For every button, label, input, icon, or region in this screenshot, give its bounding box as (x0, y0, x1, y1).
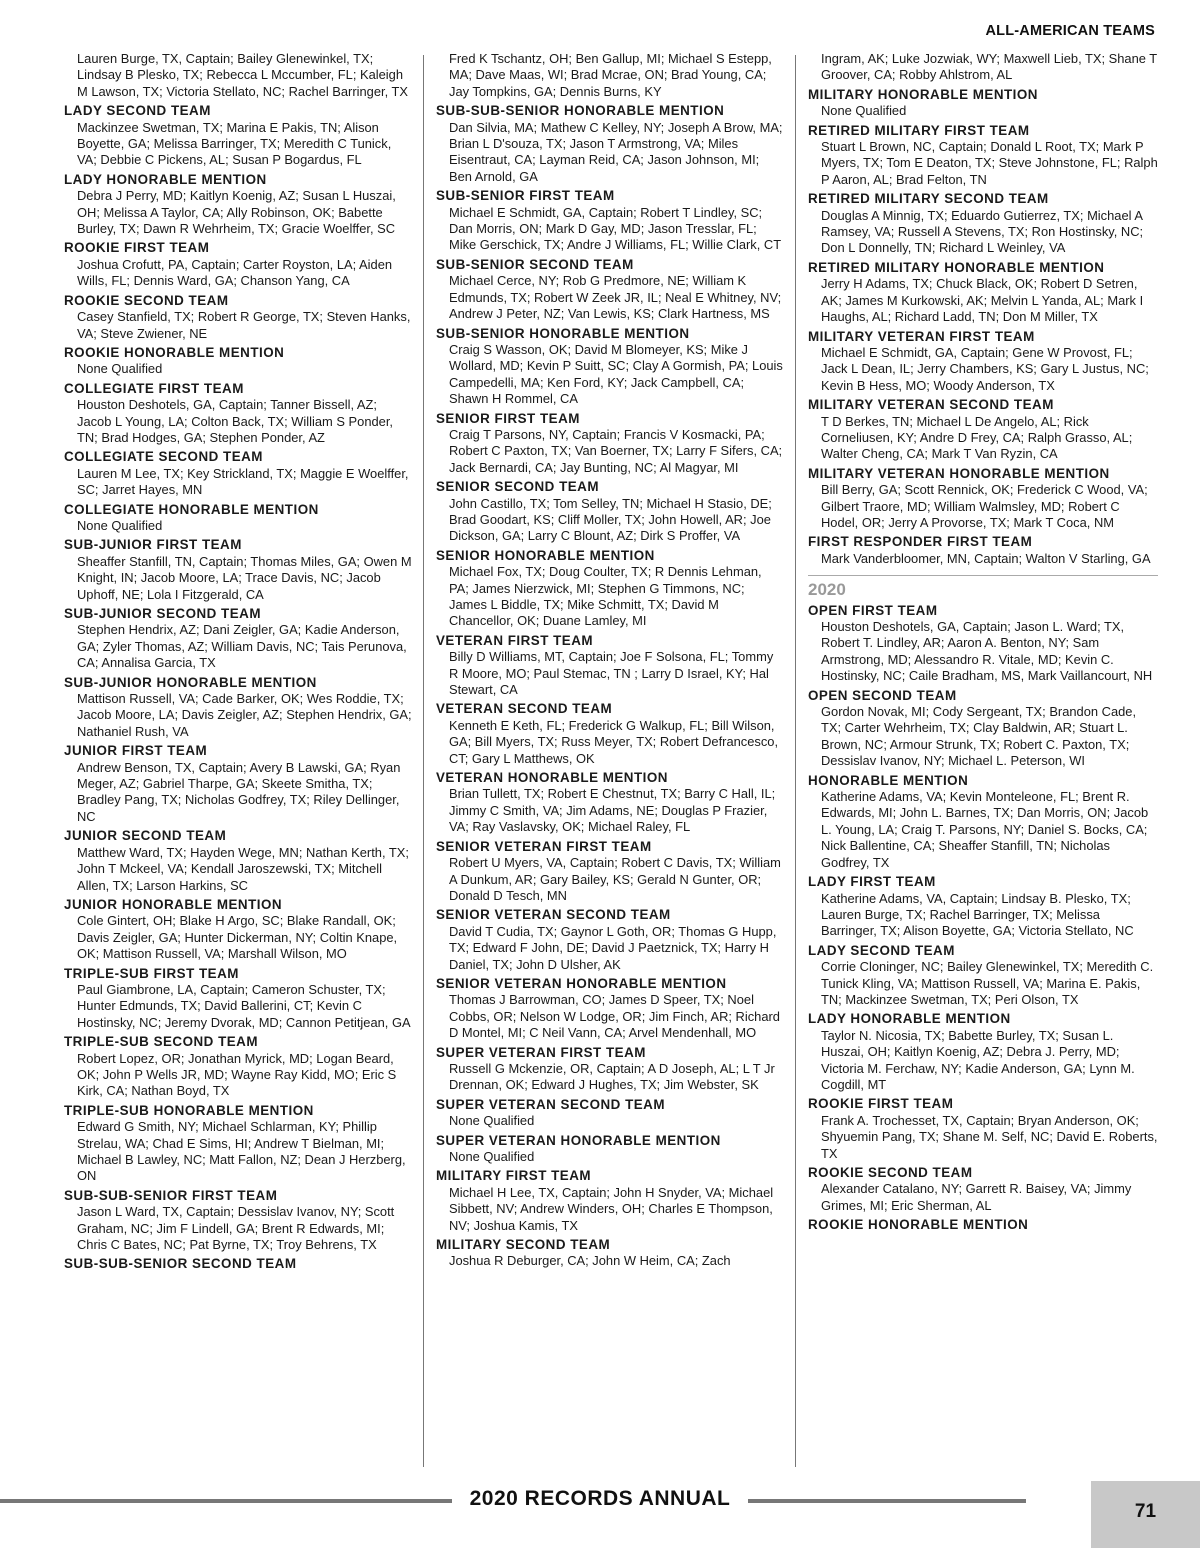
column-divider (795, 55, 796, 1467)
team-section (436, 633, 784, 699)
team-section (808, 397, 1158, 463)
team-members: Jason L Ward, TX, Captain; Dessislav Ivanov, NY; Scott Graham, NC; Jim F Lindell, GA; Brent R Edwards, MI; Chris C Bates, NC; Pat Byrne, TX; Troy Behrens, TX (77, 1204, 395, 1253)
team-section (808, 1011, 1158, 1093)
team-heading: SUPER VETERAN SECOND TEAM (436, 1096, 666, 1112)
team-section (64, 502, 412, 535)
team-section (64, 1188, 412, 1254)
team-heading: SENIOR VETERAN SECOND TEAM (436, 907, 671, 923)
team-section (808, 943, 1158, 1009)
team-members: Lauren Burge, TX, Captain; Bailey Glenewinkel, TX; Lindsay B Plesko, TX; Rebecca L Mccumber, FL; Kaleigh M Lawson, TX; Victoria Stellato, NC; Rachel Barringer, TX (77, 51, 409, 99)
team-members: None Qualified (77, 517, 163, 533)
team-heading: MILITARY VETERAN SECOND TEAM (808, 397, 1054, 413)
team-section (64, 828, 412, 894)
team-members: Craig T Parsons, NY, Captain; Francis V Kosmacki, PA; Robert C Paxton, TX; Van Boerner, TX; Larry F Sifers, CA; Jack Bernardi, CA; Jay Bunting, NC; Al Magyar, MI (449, 426, 783, 475)
team-members: None Qualified (821, 103, 907, 119)
team-heading: SUB-JUNIOR FIRST TEAM (64, 537, 242, 553)
team-members: Robert U Myers, VA, Captain; Robert C Davis, TX; William A Dunkum, AR; Gary Bailey, KS; Gerald N Gunter, OR; Donald D Tesch, MN (449, 855, 781, 903)
team-heading: SUB-SENIOR HONORABLE MENTION (436, 325, 690, 341)
team-members: Robert Lopez, OR; Jonathan Myrick, MD; Logan Beard, OK; John P Wells JR, MD; Wayne Ray Kidd, MO; Eric S Kirk, CA; Nathan Boyd, TX (77, 1050, 397, 1099)
team-section (64, 537, 412, 603)
team-heading: FIRST RESPONDER FIRST TEAM (808, 534, 1033, 550)
team-heading: VETERAN FIRST TEAM (436, 632, 594, 648)
team-members: Sheaffer Stanfill, TN, Captain; Thomas Miles, GA; Owen M Knight, IN; Jacob Moore, LA; Trace Davis, NC; Jacob Uphoff, NE; Lola I Fitzgerald, CA (77, 553, 412, 602)
column-divider (423, 55, 424, 1467)
team-heading: TRIPLE-SUB HONORABLE MENTION (64, 1102, 314, 1118)
team-heading: SUPER VETERAN FIRST TEAM (436, 1044, 646, 1060)
team-members: Bill Berry, GA; Scott Rennick, OK; Frederick C Wood, VA; Gilbert Traore, MD; William Walmsley, MD; Robert C Hodel, OR; Jerry A Provorse, TX; Mark T Coca, NM (821, 482, 1148, 530)
team-members: Michael Fox, TX; Doug Coulter, TX; R Dennis Lehman, PA; James Nierzwick, MI; Stephen G Timmons, NC; James L Biddle, TX; Mike Schmitt, TX; David M Chancellor, OK; Duane Lamley, MI (449, 564, 762, 629)
team-members: Gordon Novak, MI; Cody Sergeant, TX; Brandon Cade, TX; Carter Wehrheim, TX; Clay Baldwin, AR; Stuart L. Brown, NC; Armour Strunk, TX; Robert C. Paxton, TX; Dessislav Ivanov, NY; Michael L. Peterson, WI (821, 704, 1137, 769)
team-members: Matthew Ward, TX; Hayden Wege, MN; Nathan Kerth, TX; John T Mckeel, VA; Kendall Jaroszewski, TX; Mitchell Allen, TX; Larson Harkins, SC (77, 844, 409, 893)
team-section (436, 411, 784, 477)
team-members: Michael Cerce, NY; Rob G Predmore, NE; William K Edmunds, TX; Robert W Zeek JR, IL; Neal E Whitney, NV; Andrew J Peter, NZ; Van Lewis, KS; Clark Hartness, MS (449, 273, 782, 322)
year-heading: 2020 (808, 580, 846, 600)
team-section (808, 51, 1158, 84)
page-number: 71 (1134, 1501, 1157, 1522)
footer-title: 2020 RECORDS ANNUAL (469, 1487, 731, 1510)
team-members: Michael E Schmidt, GA, Captain; Gene W Provost, FL; Jack L Dean, IL; Jerry Chambers, KS; Gary L Justus, NC; Kevin B Hess, MO; Woody Anderson, TX (821, 344, 1149, 393)
team-members: Andrew Benson, TX, Captain; Avery B Lawski, GA; Ryan Meger, AZ; Gabriel Tharpe, GA; Skeete Smitha, TX; Bradley Pang, TX; Nicholas Godfrey, TX; Riley Dellinger, NC (77, 759, 401, 824)
team-heading: COLLEGIATE HONORABLE MENTION (64, 501, 319, 517)
team-section (64, 675, 412, 741)
team-section (808, 466, 1158, 532)
team-heading: SENIOR VETERAN HONORABLE MENTION (436, 975, 727, 991)
team-heading: SUB-SUB-SENIOR FIRST TEAM (64, 1187, 278, 1203)
team-section (436, 976, 784, 1042)
team-members: Fred K Tschantz, OH; Ben Gallup, MI; Michael S Estepp, MA; Dave Maas, WI; Brad Mcrae, ON; Brad Young, CA; Jay Tompkins, GA; Dennis Burns, KY (449, 51, 772, 99)
team-section (64, 51, 412, 100)
team-section (64, 1103, 412, 1185)
team-section (64, 606, 412, 672)
team-heading: ROOKIE HONORABLE MENTION (808, 1217, 1029, 1233)
team-heading: TRIPLE-SUB SECOND TEAM (64, 1034, 259, 1050)
team-section (808, 773, 1158, 871)
team-section (64, 1034, 412, 1100)
team-heading: RETIRED MILITARY FIRST TEAM (808, 122, 1030, 138)
team-section (436, 326, 784, 408)
team-heading: ROOKIE HONORABLE MENTION (64, 344, 285, 360)
footer-rule-right (748, 1499, 1026, 1503)
team-section (436, 51, 784, 100)
team-members: Michael E Schmidt, GA, Captain; Robert T Lindley, SC; Dan Morris, ON; Mark D Gay, MD; Jason Tresslar, FL; Mike Gerschick, TX; Andre J Williams, FL; Willie Clark, CT (449, 204, 782, 253)
team-section (808, 191, 1158, 257)
team-members: Dan Silvia, MA; Mathew C Kelley, NY; Joseph A Brow, MA; Brian L D'souza, TX; Jason T Armstrong, VA; Miles Eisentraut, CA; Layman Reid, CA; Jason Johnson, MI; Ben Arnold, GA (449, 119, 783, 184)
team-members: Houston Deshotels, GA, Captain; Tanner Bissell, AZ; Jacob L Young, LA; Colton Back, TX; William S Ponder, TN; Brad Hodges, GA; Stephen Ponder, AZ (77, 397, 393, 445)
team-heading: ROOKIE FIRST TEAM (64, 240, 210, 256)
team-members: Douglas A Minnig, TX; Eduardo Gutierrez, TX; Michael A Ramsey, VA; Russell A Stevens, TX; Ron Hostinsky, NC; Don L Donnelly, TN; Richard L Weinley, VA (821, 207, 1144, 256)
team-heading: TRIPLE-SUB FIRST TEAM (64, 965, 239, 981)
column-2 (436, 51, 784, 1273)
team-heading: JUNIOR HONORABLE MENTION (64, 896, 283, 912)
team-heading: LADY SECOND TEAM (64, 103, 211, 119)
team-section (808, 1217, 1158, 1233)
team-heading: SENIOR HONORABLE MENTION (436, 547, 655, 563)
team-section (64, 103, 412, 169)
team-heading: HONORABLE MENTION (808, 772, 969, 788)
team-section (808, 603, 1158, 685)
team-heading: ROOKIE FIRST TEAM (808, 1096, 954, 1112)
team-section (64, 172, 412, 238)
team-section (64, 293, 412, 342)
team-heading: SUPER VETERAN HONORABLE MENTION (436, 1132, 721, 1148)
team-members: Billy D Williams, MT, Captain; Joe F Solsona, FL; Tommy R Moore, MO; Paul Stemac, TN ; Larry D Israel, KY; Hal Stewart, CA (449, 649, 774, 698)
team-heading: MILITARY VETERAN FIRST TEAM (808, 328, 1035, 344)
team-heading: SENIOR VETERAN FIRST TEAM (436, 838, 652, 854)
team-heading: SUB-SENIOR SECOND TEAM (436, 256, 634, 272)
team-section (436, 1045, 784, 1094)
team-section (436, 548, 784, 630)
team-members: Stuart L Brown, NC, Captain; Donald L Root, TX; Mark P Myers, TX; Tom E Deaton, TX; Steve Johnstone, FL; Ralph P Aaron, AL; Brad Felton, TN (821, 139, 1158, 187)
team-members: Mark Vanderbloomer, MN, Captain; Walton V Starling, GA (821, 550, 1151, 566)
team-members: Russell G Mckenzie, OR, Captain; A D Joseph, AL; L T Jr Drennan, OK; Edward J Hughes, TX; Jim Webster, SK (449, 1060, 775, 1093)
team-section (436, 1237, 784, 1270)
team-heading: OPEN SECOND TEAM (808, 687, 957, 703)
team-section (64, 381, 412, 447)
team-heading: OPEN FIRST TEAM (808, 602, 938, 618)
team-members: Edward G Smith, NY; Michael Schlarman, KY; Phillip Strelau, WA; Chad E Sims, HI; Andrew T Bielman, MI; Michael B Lawley, NC; Matt Fallon, NZ; Dean J Herzberg, ON (77, 1119, 406, 1184)
column-3 (808, 51, 1158, 1237)
team-members: Cole Gintert, OH; Blake H Argo, SC; Blake Randall, OK; Davis Zeigler, GA; Hunter Dickerman, NY; Coltin Knape, OK; Mattison Russell, VA; Marshall Wilson, MO (77, 913, 398, 962)
team-heading: RETIRED MILITARY HONORABLE MENTION (808, 259, 1105, 275)
team-members: None Qualified (449, 1113, 535, 1129)
team-heading: LADY SECOND TEAM (808, 942, 955, 958)
team-members: David T Cudia, TX; Gaynor L Goth, OR; Thomas G Hupp, TX; Edward F John, DE; David J Paetznick, TX; Harry H Daniel, TX; John D Ulsher, AK (449, 923, 777, 972)
team-members: Lauren M Lee, TX; Key Strickland, TX; Maggie E Woelffer, SC; Jarret Hayes, MN (77, 465, 409, 498)
team-members: Michael H Lee, TX, Captain; John H Snyder, VA; Michael Sibbett, NV; Andrew Winders, OH; Charles E Thompson, NV; Joshua Kamis, TX (449, 1184, 774, 1233)
page-number-box (1091, 1481, 1200, 1548)
team-section (436, 701, 784, 767)
team-section (808, 534, 1158, 567)
team-members: Craig S Wasson, OK; David M Blomeyer, KS; Mike J Wollard, MD; Kevin P Suitt, SC; Clay A Gormish, PA; Louis Campedelli, MA; Ken Ford, KY; Jack Campbell, CA; Shawn H Rommel, CA (449, 341, 783, 407)
team-heading: SUB-SENIOR FIRST TEAM (436, 188, 615, 204)
team-members: Alexander Catalano, NY; Garrett R. Baisey, VA; Jimmy Grimes, MI; Eric Sherman, AL (821, 1181, 1132, 1213)
team-heading: SUB-JUNIOR HONORABLE MENTION (64, 674, 317, 690)
team-members: Corrie Cloninger, NC; Bailey Glenewinkel, TX; Meredith C. Tunick Kling, VA; Mattison Russell, VA; Marina E. Pakis, TN; Mackinzee Swetman, TX; Peri Olson, TX (821, 959, 1154, 1007)
team-members: Kenneth E Keth, FL; Frederick G Walkup, FL; Bill Wilson, GA; Bill Myers, TX; Russ Meyer, TX; Robert Defrancesco, CT; Gary L Matthews, OK (449, 717, 779, 766)
team-members: Paul Giambrone, LA, Captain; Cameron Schuster, TX; Hunter Edmunds, TX; David Ballerini, CT; Kevin C Hostinsky, NC; Jeremy Dvorak, MD; Cannon Petitjean, GA (77, 981, 411, 1030)
team-section (436, 188, 784, 254)
team-members: None Qualified (449, 1149, 535, 1164)
team-heading: MILITARY SECOND TEAM (436, 1237, 611, 1253)
team-section (64, 966, 412, 1032)
team-section (436, 103, 784, 185)
team-heading: ROOKIE SECOND TEAM (64, 292, 229, 308)
team-members: Joshua R Deburger, CA; John W Heim, CA; Zach (449, 1253, 731, 1269)
column-1 (64, 51, 412, 1276)
team-members: Thomas J Barrowman, CO; James D Speer, TX; Noel Cobbs, OR; Nelson W Lodge, OR; Jim Finch, AR; Richard D Montel, MI; C Neil Vann, CA; Arvel Mendenhall, MO (449, 992, 780, 1041)
team-members: Katherine Adams, VA, Captain; Lindsay B. Plesko, TX; Lauren Burge, TX; Rachel Barringer, TX; Melissa Barringer, TX; Alison Boyette, GA; Victoria Stellato, NC (821, 890, 1134, 939)
team-heading: MILITARY FIRST TEAM (436, 1168, 592, 1184)
team-section (808, 1096, 1158, 1162)
team-section (64, 743, 412, 825)
team-members: Debra J Perry, MD; Kaitlyn Koenig, AZ; Susan L Huszai, OH; Melissa A Taylor, CA; Ally Robinson, OK; Babette Burley, TX; Dawn R Wehrheim, TX; Gracie Woelffer, SC (77, 188, 396, 237)
team-members: Brian Tullett, TX; Robert E Chestnut, TX; Barry C Hall, IL; Jimmy C Smith, VA; Jim Adams, NE; Douglas P Frazier, VA; Ray Vaslavsky, OK; Michael Raley, FL (449, 786, 776, 835)
team-members: Casey Stanfield, TX; Robert R George, TX; Steven Hanks, VA; Steve Zwiener, NE (77, 309, 411, 341)
team-members: Stephen Hendrix, AZ; Dani Zeigler, GA; Kadie Anderson, GA; Zyler Thomas, AZ; William Davis, NC; Tais Perunova, CA; Annalisa Garcia, TX (77, 622, 407, 671)
team-heading: MILITARY VETERAN HONORABLE MENTION (808, 465, 1110, 481)
team-heading: LADY HONORABLE MENTION (64, 171, 267, 187)
team-members: Ingram, AK; Luke Jozwiak, WY; Maxwell Lieb, TX; Shane T Groover, CA; Robby Ahlstrom, AL (821, 51, 1157, 83)
team-heading: VETERAN SECOND TEAM (436, 701, 613, 717)
team-section (436, 907, 784, 973)
team-members: Jerry H Adams, TX; Chuck Black, OK; Robert D Setren, AK; James M Kurkowski, AK; Melvin L Yanda, AL; Mark I Haughs, AL; Richard Ladd, TN; Don M Miller, TX (821, 276, 1144, 325)
team-members: Joshua Crofutt, PA, Captain; Carter Royston, LA; Aiden Wills, FL; Dennis Ward, GA; Chanson Yang, CA (77, 256, 393, 289)
team-section (436, 839, 784, 905)
team-members: Mackinzee Swetman, TX; Marina E Pakis, TN; Alison Boyette, GA; Melissa Barringer, TX; Meredith C Tunick, VA; Debbie C Pickens, AL; Susan P Bogardus, FL (77, 119, 392, 168)
team-section (808, 874, 1158, 940)
team-section (64, 897, 412, 963)
team-heading: COLLEGIATE FIRST TEAM (64, 380, 244, 396)
team-heading: SENIOR FIRST TEAM (436, 410, 580, 426)
team-section (64, 240, 412, 289)
team-members: None Qualified (77, 361, 163, 377)
team-heading: VETERAN HONORABLE MENTION (436, 770, 668, 786)
team-members: Mattison Russell, VA; Cade Barker, OK; Wes Roddie, TX; Jacob Moore, LA; Davis Zeigler, AZ; Stephen Hendrix, GA; Nathaniel Rush, VA (77, 691, 412, 739)
team-section (64, 1256, 412, 1272)
footer-rule-left (0, 1499, 452, 1503)
team-section (808, 329, 1158, 395)
team-heading: SUB-JUNIOR SECOND TEAM (64, 606, 261, 621)
team-members: Taylor N. Nicosia, TX; Babette Burley, TX; Susan L. Huszai, OH; Kaitlyn Koenig, AZ; Debra J. Perry, MD; Victoria M. Ferchaw, NY; Kadie Anderson, GA; Lynn M. Cogdill, MT (821, 1027, 1135, 1092)
team-heading: LADY FIRST TEAM (808, 874, 936, 890)
team-heading: ROOKIE SECOND TEAM (808, 1165, 973, 1180)
running-header: ALL-AMERICAN TEAMS (985, 23, 1155, 39)
team-heading: MILITARY HONORABLE MENTION (808, 86, 1038, 102)
team-section (436, 257, 784, 323)
team-section (436, 770, 784, 836)
team-heading: SUB-SUB-SENIOR HONORABLE MENTION (436, 103, 725, 119)
team-members: Houston Deshotels, GA, Captain; Jason L. Ward; TX, Robert T. Lindley, AR; Aaron A. Benton, NY; Sam Armstrong, MD; Alessandro R. Vitale, MD; Kevin C. Hostinsky, NC; Caile Bradham, MS, Mark Vaillancourt, NH (821, 619, 1153, 684)
team-heading: JUNIOR SECOND TEAM (64, 828, 227, 844)
team-members: John Castillo, TX; Tom Selley, TN; Michael H Stasio, DE; Brad Goodart, KS; Cliff Moller, TX; John Howell, AR; Joe Dickson, GA; Larry C Blount, AZ; Dirk S Proffer, VA (449, 495, 772, 544)
team-section (64, 449, 412, 498)
team-section (436, 1168, 784, 1234)
team-heading: SUB-SUB-SENIOR SECOND TEAM (64, 1256, 297, 1272)
team-section (808, 123, 1158, 189)
team-section (808, 260, 1158, 326)
team-section (808, 688, 1158, 770)
team-section (436, 479, 784, 545)
team-members: Frank A. Trochesset, TX, Captain; Bryan Anderson, OK; Shyuemin Pang, TX; Shane M. Self, NC; David E. Roberts, TX (821, 1112, 1158, 1161)
team-section (808, 87, 1158, 120)
team-heading: RETIRED MILITARY SECOND TEAM (808, 191, 1049, 207)
team-members: T D Berkes, TN; Michael L De Angelo, AL; Rick Corneliusen, KY; Andre D Frey, CA; Ralph Grasso, AL; Walter Cheng, CA; Mark T Van Ryzin, CA (821, 413, 1133, 462)
section-divider (808, 575, 1158, 576)
team-heading: LADY HONORABLE MENTION (808, 1011, 1011, 1027)
team-section (436, 1097, 784, 1130)
team-heading: SENIOR SECOND TEAM (436, 479, 600, 495)
team-heading: JUNIOR FIRST TEAM (64, 743, 208, 759)
team-heading: COLLEGIATE SECOND TEAM (64, 449, 263, 465)
team-section (808, 1165, 1158, 1214)
team-members: Katherine Adams, VA; Kevin Monteleone, FL; Brent R. Edwards, MI; John L. Barnes, TX; Dan Morris, ON; Jacob L. Young, LA; Craig T. Parsons, NY; Daniel S. Bocks, CA; Nick Ballentine, CA; Sheaffer Stanfill, TN; Nicholas Godfrey, TX (821, 789, 1149, 870)
team-section (64, 345, 412, 378)
team-section (436, 1133, 784, 1166)
